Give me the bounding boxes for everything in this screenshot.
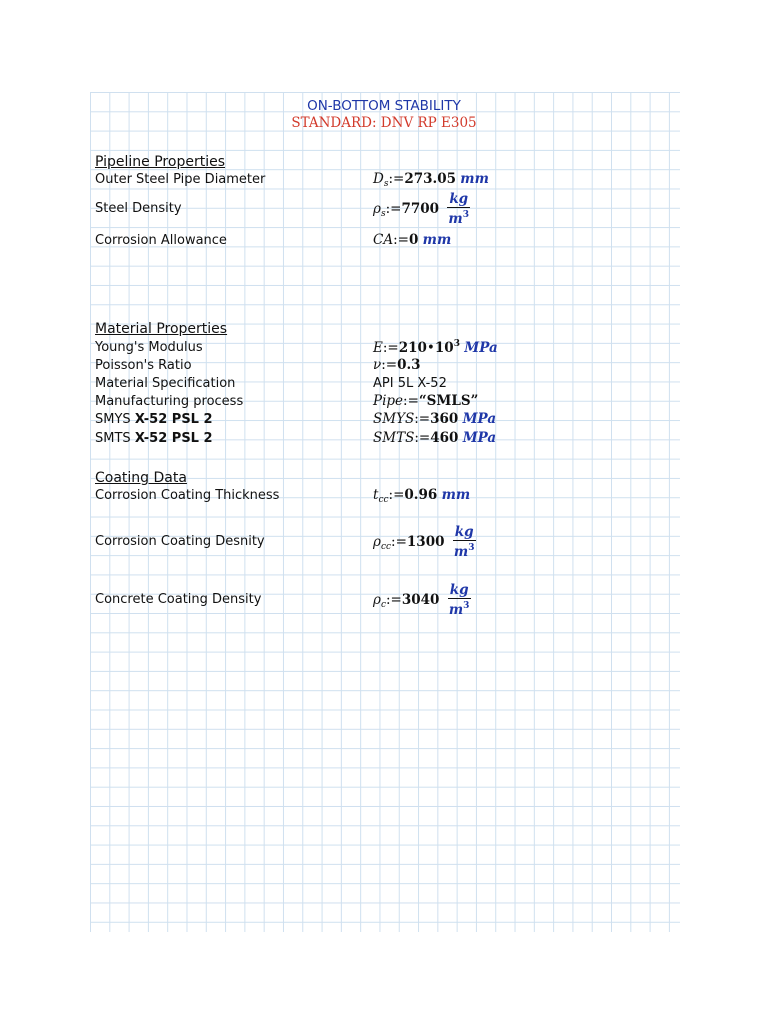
poisson-ratio-label: Poisson's Ratio xyxy=(95,358,192,373)
youngs-modulus-equation: $E:=210•10^3$ MPa xyxy=(373,339,498,356)
document-standard: STANDARD: DNV RP E305 xyxy=(291,115,477,131)
outer-diameter-label: Outer Steel Pipe Diameter xyxy=(95,172,266,187)
steel-density-label: Steel Density xyxy=(95,201,182,216)
corrosion-allowance-label: Corrosion Allowance xyxy=(95,233,227,248)
coating-heading: Coating Data xyxy=(95,470,187,486)
corrosion-allowance-equation: CA:=0 mm xyxy=(373,232,452,248)
coating-thickness-equation: $t_{cc}:=0.96$ mm xyxy=(373,487,471,505)
pipeline-heading: Pipeline Properties xyxy=(95,154,225,170)
material-spec-label: Material Specification xyxy=(95,376,236,391)
smts-label: SMTS X-52 PSL 2 xyxy=(95,431,213,446)
coating-thickness-label: Corrosion Coating Thickness xyxy=(95,488,280,503)
material-spec-value: API 5L X-52 xyxy=(373,376,447,391)
manufacturing-process-equation: Pipe:=“SMLS” xyxy=(373,393,479,409)
smys-equation: SMYS:=360 MPa xyxy=(373,411,497,427)
material-heading: Material Properties xyxy=(95,321,228,337)
corrosion-coating-density-label: Corrosion Coating Desnity xyxy=(95,534,265,549)
steel-density-equation: $\rho_s:=7700$ $\frac{kg}{m^3}$ xyxy=(373,191,469,227)
youngs-modulus-label: Young's Modulus xyxy=(95,340,203,355)
document-title: ON-BOTTOM STABILITY xyxy=(307,98,461,114)
smys-label: SMYS X-52 PSL 2 xyxy=(95,412,213,427)
corrosion-coating-density-equation: $\rho_{cc}:=1300$ $\frac{kg}{m^3}$ xyxy=(373,524,475,560)
concrete-coating-density-equation: $\rho_c:=3040$ $\frac{kg}{m^3}$ xyxy=(373,582,470,618)
poisson-ratio-equation: ν:=0.3 xyxy=(373,357,421,373)
outer-diameter-equation: $D_s:=273.05$ mm xyxy=(373,171,489,189)
smts-equation: SMTS:=460 MPa xyxy=(373,430,497,446)
concrete-coating-density-label: Concrete Coating Density xyxy=(95,592,262,607)
manufacturing-process-label: Manufacturing process xyxy=(95,394,244,409)
